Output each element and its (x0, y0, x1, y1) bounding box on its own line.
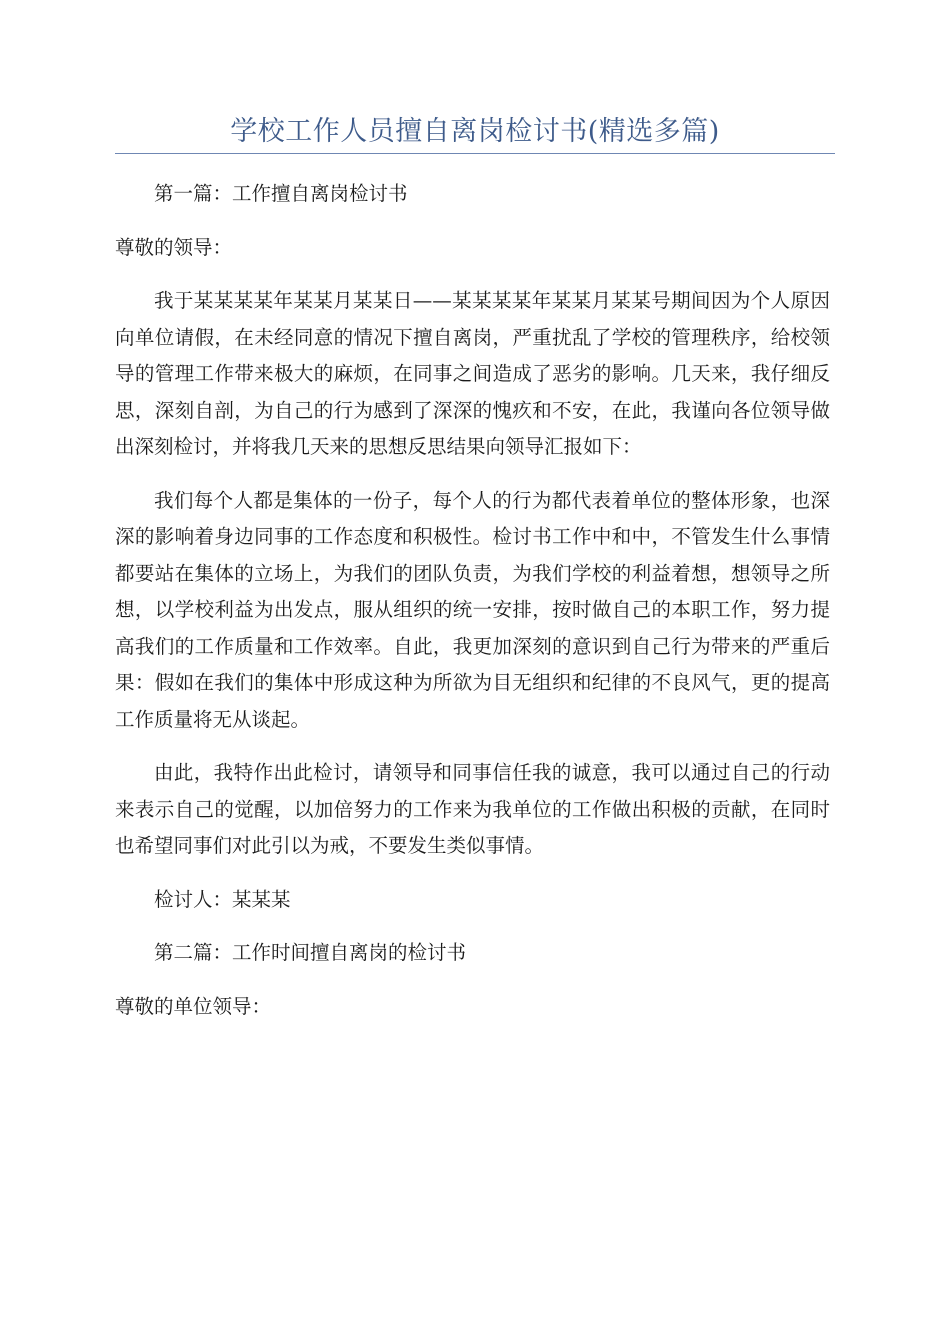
body-paragraph: 我们每个人都是集体的一份子，每个人的行为都代表着单位的整体形象，也深深的影响着身边同事的工作态度和积极性。检讨书工作中和中，不管发生什么事情都要站在集体的立场上，为我们的团队负责，为我们学校的利益着想，想领导之所想，以学校利益为出发点，服从组织的统一安排，按时做自己的本职工作，努力提高我们的工作质量和工作效率。自此，我更加深刻的意识到自己行为带来的严重后果：假如在我们的集体中形成这种为所欲为目无组织和纪律的不良风气，更的提高工作质量将无从谈起。 (115, 488, 830, 731)
signature-line: 检讨人：某某某 (154, 887, 291, 911)
body-paragraph: 由此，我特作出此检讨，请领导和同事信任我的诚意，我可以通过自己的行动来表示自己的觉醒，以加倍努力的工作来为我单位的工作做出积极的贡献，在同时也希望同事们对此引以为戒，不要发生类似事情。 (115, 761, 830, 857)
title-underline (115, 153, 835, 154)
document-title: 学校工作人员擅自离岗检讨书(精选多篇) (230, 116, 720, 147)
document-body (115, 176, 830, 1042)
salutation-1: 尊敬的领导： (115, 235, 233, 259)
section-heading-1: 第一篇：工作擅自离岗检讨书 (154, 182, 408, 205)
salutation-2: 尊敬的单位领导： (115, 994, 272, 1018)
section-heading-2: 第二篇：工作时间擅自离岗的检讨书 (154, 941, 467, 964)
body-paragraph: 我于某某某某年某某月某某日——某某某某年某某月某某号期间因为个人原因向单位请假，在未经同意的情况下擅自离岗，严重扰乱了学校的管理秩序，给校领导的管理工作带来极大的麻烦，在同事之间造成了恶劣的影响。几天来，我仔细反思，深刻自剖，为自己的行为感到了深深的愧疚和不安，在此，我谨向各位领导做出深刻检讨，并将我几天来的思想反思结果向领导汇报如下： (115, 289, 830, 458)
